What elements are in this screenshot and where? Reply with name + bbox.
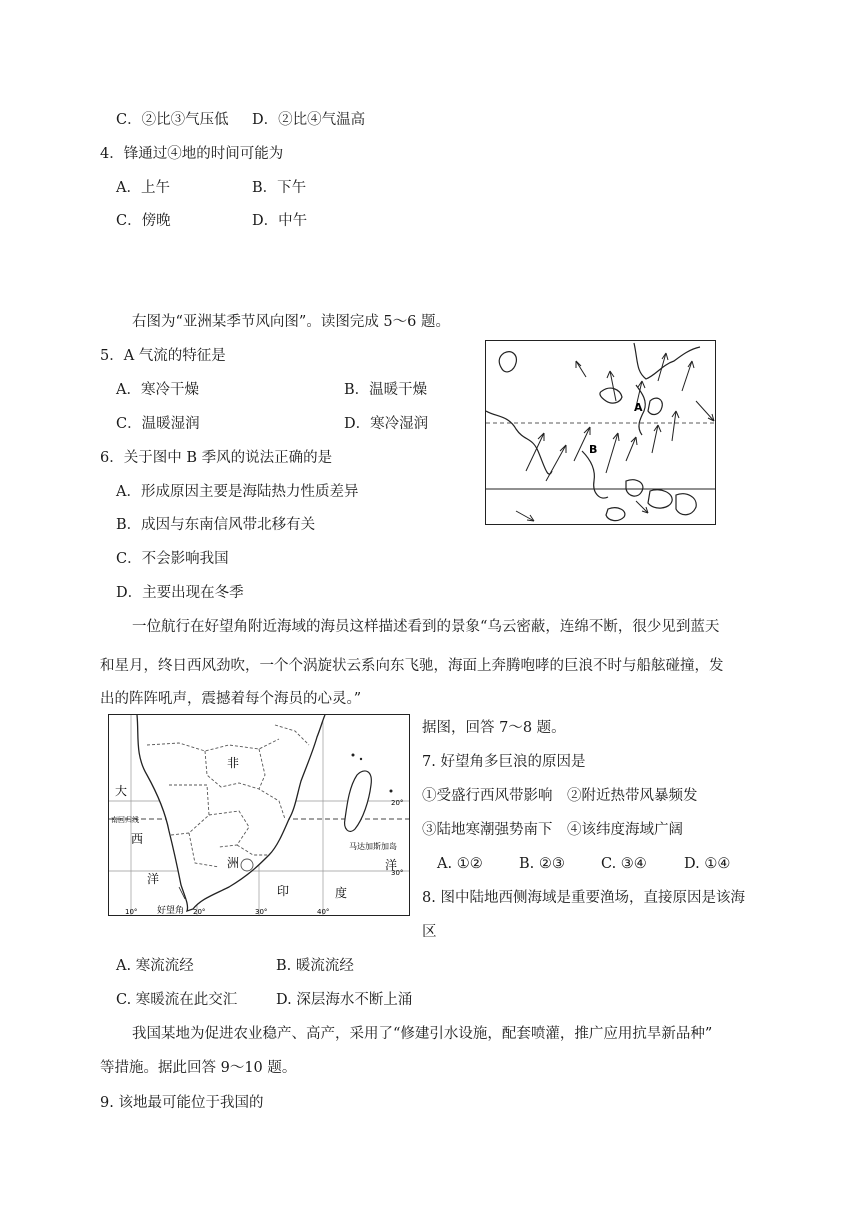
option-5d: D．寒冷湿润	[344, 416, 429, 432]
label-du: 度	[335, 886, 348, 900]
label-b: B	[589, 443, 598, 456]
africa-map	[108, 714, 410, 916]
intro-5-6: 右图为“亚洲某季节风向图”。读图完成 5～6 题。	[132, 314, 450, 330]
intro-7-8-line3: 出的阵阵吼声，震撼着每个海员的心灵。”	[100, 691, 362, 707]
question-7-item1: ①受盛行西风带影响 ②附近热带风暴频发	[422, 788, 698, 804]
option-5b: B．温暖干燥	[344, 382, 428, 398]
option-6d: D．主要出现在冬季	[116, 585, 244, 601]
option-8a: A. 寒流流经	[116, 958, 194, 974]
label-lat30: 30°	[391, 869, 404, 877]
label-cape: 好望角	[157, 906, 185, 915]
option-8c: C. 寒暖流在此交汇	[116, 992, 238, 1008]
intro-9-10-line2: 等措施。据此回答 9～10 题。	[100, 1060, 297, 1076]
label-lon20: 20°	[193, 908, 206, 915]
option-6a: A．形成原因主要是海陆热力性质差异	[116, 484, 359, 500]
option-8b: B. 暖流流经	[276, 958, 354, 974]
option-6b: B．成因与东南信风带北移有关	[116, 517, 316, 533]
label-zhou: 洲	[227, 856, 240, 870]
lead-7-8: 据图，回答 7～8 题。	[422, 720, 566, 736]
question-4-stem: 4．锋通过④地的时间可能为	[100, 146, 284, 162]
label-lon30: 30°	[255, 908, 268, 915]
question-6-stem: 6．关于图中 B 季风的说法正确的是	[100, 450, 333, 466]
label-tropic: 南回归线	[111, 816, 139, 824]
label-lat20: 20°	[391, 799, 404, 807]
option-8d: D. 深层海水不断上涌	[276, 992, 413, 1008]
option-5a: A．寒冷干燥	[116, 382, 199, 398]
label-yang2: 洋	[385, 858, 398, 872]
label-lon40: 40°	[317, 908, 330, 915]
option-3c: C．②比③气压低	[116, 112, 229, 128]
option-4c: C．傍晚	[116, 213, 171, 229]
label-fei: 非	[227, 756, 240, 770]
label-da: 大	[115, 784, 128, 798]
question-5-stem: 5．A 气流的特征是	[100, 348, 226, 364]
intro-7-8-line2: 和星月，终日西风劲吹，一个个涡旋状云系向东飞驰，海面上奔腾咆哮的巨浪不时与船舷碰撞，发	[100, 658, 724, 674]
label-lon10: 10°	[125, 908, 138, 915]
label-yin: 印	[277, 884, 290, 898]
label-yang1: 洋	[147, 872, 160, 886]
label-a: A	[634, 401, 643, 414]
option-4b: B．下午	[252, 180, 307, 196]
intro-7-8-line1: 一位航行在好望角附近海域的海员这样描述看到的景象“乌云密蔽，连绵不断，很少见到蓝天	[132, 619, 720, 635]
option-5c: C．温暖湿润	[116, 416, 200, 432]
option-7b: B. ②③	[519, 856, 565, 872]
question-8-stem-line2: 区	[422, 924, 437, 940]
question-7-stem: 7. 好望角多巨浪的原因是	[422, 754, 586, 770]
question-9-stem: 9. 该地最可能位于我国的	[100, 1095, 264, 1111]
option-7a: A. ①②	[437, 856, 483, 872]
question-7-item2: ③陆地寒潮强势南下 ④该纬度海域广阔	[422, 822, 683, 838]
option-3d: D．②比④气温高	[252, 112, 366, 128]
asia-wind-map	[485, 340, 716, 525]
option-6c: C．不会影响我国	[116, 551, 229, 567]
question-8-stem-line1: 8. 图中陆地西侧海域是重要渔场，直接原因是该海	[422, 890, 745, 906]
option-4a: A．上午	[116, 180, 170, 196]
option-7d: D. ①④	[684, 856, 731, 872]
intro-9-10-line1: 我国某地为促进农业稳产、高产，采用了“修建引水设施，配套喷灌，推广应用抗旱新品种”	[132, 1026, 713, 1042]
label-madagascar: 马达加斯加岛	[349, 842, 397, 851]
option-7c: C. ③④	[601, 856, 647, 872]
label-xi: 西	[131, 832, 144, 846]
option-4d: D．中午	[252, 213, 308, 229]
